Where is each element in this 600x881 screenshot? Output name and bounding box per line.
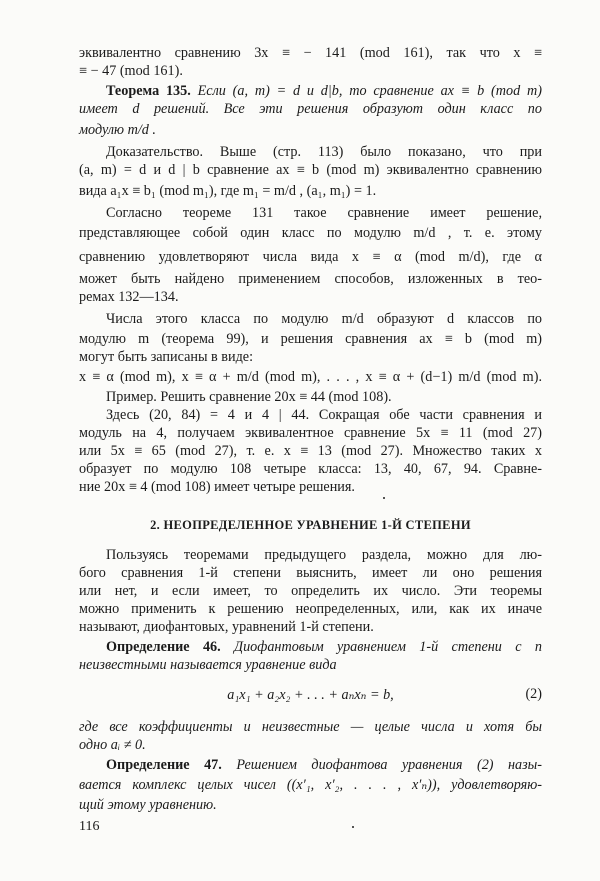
text-line: Числа этого класса по модулю m/d образуют d классов по	[106, 311, 542, 327]
text-line: где все коэффициенты и неизвестные — целые числа и хотя бы	[79, 719, 542, 735]
text-line: бого сравнения 1-й степени выяснить, имеет ли оно решения	[79, 565, 542, 581]
theorem-label: Теорема 135.	[106, 83, 191, 99]
formula-line: x ≡ α (mod m), x ≡ α + m/d (mod m), . . . , x ≡ α + (d−1) m/d (mod m).	[79, 369, 542, 385]
text-line: модулю m/d .	[79, 122, 156, 138]
text-line: ремах 132—134.	[79, 289, 179, 305]
text-line: ≡ − 47 (mod 161).	[79, 63, 183, 79]
definition-label: Определение 46.	[106, 639, 221, 655]
text-line: или 5x ≡ 65 (mod 27), т. е. x ≡ 13 (mod 27). Множество таких x	[79, 443, 542, 459]
text-line: вается комплекс целых чисел ((x′₁, x′₂, . . . , x′ₙ)), удовлетворяю-	[79, 777, 542, 793]
text-line: Согласно теореме 131 такое сравнение имеет решение,	[106, 205, 542, 221]
definition-47	[106, 756, 542, 774]
text-line: представляющее собой один класс по модулю m/d , т. е. этому	[79, 225, 542, 241]
text-line: модулю m (теорема 99), и решения сравнения ax ≡ b (mod m)	[79, 331, 542, 347]
text-line: или нет, и если имеет, то определить их число. Эти теоремы	[79, 583, 542, 599]
text-line: называют, диофантовых, уравнений 1-й степени.	[79, 619, 374, 635]
definition-text: Решением диофантова уравнения (2) назы-	[221, 757, 543, 773]
text-line: могут быть записаны в виде:	[79, 349, 254, 365]
text-line: щий этому уравнению.	[79, 797, 217, 813]
text-line: можно применить к решению неопределенных, или, как их иначе	[79, 601, 542, 617]
text-line: (a, m) = d и d | b сравнение ax ≡ b (mod m) эквивалентно сравнению	[79, 162, 542, 178]
text-line: Пример. Решить сравнение 20x ≡ 44 (mod 108).	[106, 389, 392, 405]
text-line: имеет d решений. Все эти решения образуют один класс по	[79, 101, 542, 117]
definition-46	[106, 638, 542, 656]
text-line: вида a₁x ≡ b₁ (mod m₁), где m₁ = m/d , (a₁, m₁) = 1.	[79, 183, 377, 199]
text-line: сравнению удовлетворяют числа вида x ≡ α (mod m/d), где α	[79, 249, 542, 265]
text-line: Пользуясь теоремами предыдущего раздела, можно для лю-	[106, 547, 542, 563]
equation-number: (2)	[525, 686, 542, 702]
text-line: может быть найдено применением способов, изложенных в тео-	[79, 271, 542, 287]
text-line: эквивалентно сравнению 3x ≡ − 141 (mod 161), так что x ≡	[79, 45, 542, 61]
print-speck	[383, 497, 385, 499]
text-line: неизвестными называется уравнение вида	[79, 657, 337, 673]
equation-2: a₁x₁ + a₂x₂ + . . . + aₙxₙ = b,	[227, 687, 394, 703]
definition-text: Диофантовым уравнением 1-й степени с n	[220, 639, 542, 655]
definition-label: Определение 47.	[106, 757, 222, 773]
text-line: ние 20x ≡ 4 (mod 108) имеет четыре решения.	[79, 479, 355, 495]
theorem-text: Если (a, m) = d и d|b, то сравнение ax ≡ b (mod m)	[190, 83, 542, 99]
section-heading: 2. НЕОПРЕДЕЛЕННОЕ УРАВНЕНИЕ 1-Й СТЕПЕНИ	[150, 518, 471, 532]
text-line: одно aᵢ ≠ 0.	[79, 737, 146, 753]
page-number: 116	[79, 819, 100, 834]
text-line: Доказательство. Выше (стр. 113) было показано, что при	[106, 144, 542, 160]
text-line: модуль на 4, получаем эквивалентное сравнение 5x ≡ 11 (mod 27)	[79, 425, 542, 441]
text-line: образует по модулю 108 четыре класса: 13, 40, 67, 94. Сравне-	[79, 461, 542, 477]
text-line: Здесь (20, 84) = 4 и 4 | 44. Сокращая обе части сравнения и	[106, 407, 542, 423]
theorem-135	[106, 82, 542, 100]
